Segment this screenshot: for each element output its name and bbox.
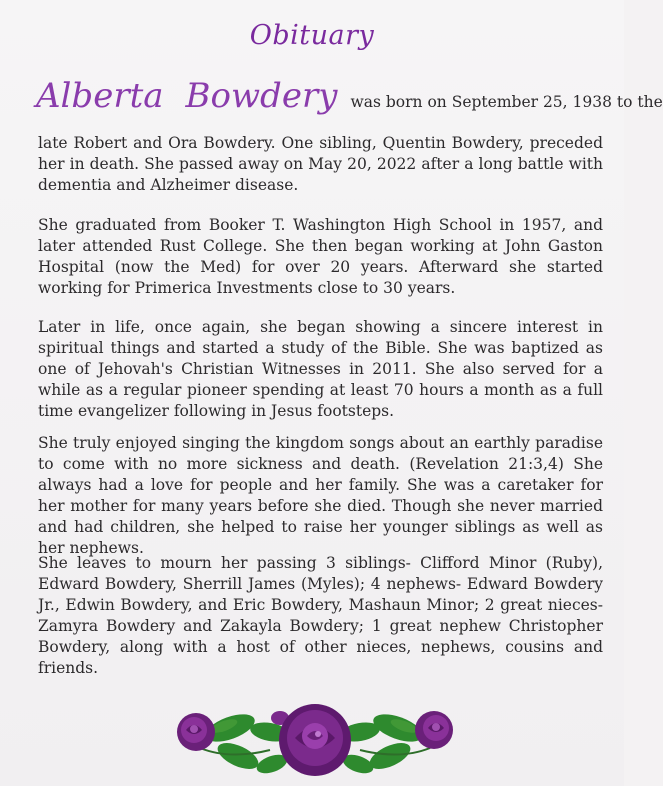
paragraph-family: late Robert and Ora Bowdery. One sibling, Quentin Bowdery, preceded her in death. She passed away on May 20, 2022 after a long battle with dementia and Alzheimer disease. (38, 134, 603, 194)
paragraph-spiritual-life: Later in life, once again, she began showing a sincere interest in spiritual things and started a study of the Bible. She was baptized as one of Jehovah's Christian Witnesses in 2011. She also served for a while as a regular pioneer spending at least 70 hours a month as a full time evangelizer following in Jesus footsteps. (38, 318, 603, 420)
first-name: Alberta (36, 76, 164, 116)
page-title: Obituary (249, 20, 375, 51)
paragraph-survivors: She leaves to mourn her passing 3 siblings- Clifford Minor (Ruby), Edward Bowdery, Sherrill James (Myles); 4 nephews- Edward Bowdery Jr., Edwin Bowdery, and Eric Bowdery, Mashaun Minor; 2 great nieces- Zamyra Bowdery and Zakayla Bowdery; 1 great nephew Christopher Bowdery, along with a host of other nieces, nephews, cousins and friends. (38, 554, 603, 677)
lead-line (36, 76, 663, 116)
last-name: Bowdery (185, 76, 338, 116)
rose-left (177, 713, 215, 751)
paragraph-education-career: She graduated from Booker T. Washington High School in 1957, and later attended Rust College. She then began working at John Gaston Hospital (now the Med) for over 20 years. Afterward she started working for Primerica Investments close to 30 years. (38, 216, 603, 297)
rose-right (415, 711, 453, 749)
paragraph-personal: She truly enjoyed singing the kingdom songs about an earthly paradise to come with no more sickness and death. (Revelation 21:3,4) She always had a love for people and her family. She was a caretaker for her mother for many years before she died. Though she never married and had children, she helped to raise her younger siblings as well as her nephews. (38, 434, 603, 557)
rose-center (279, 704, 351, 776)
purple-roses-icon (160, 690, 470, 786)
deceased-name (36, 76, 337, 116)
lead-text: was born on September 25, 1938 to the (350, 93, 663, 111)
